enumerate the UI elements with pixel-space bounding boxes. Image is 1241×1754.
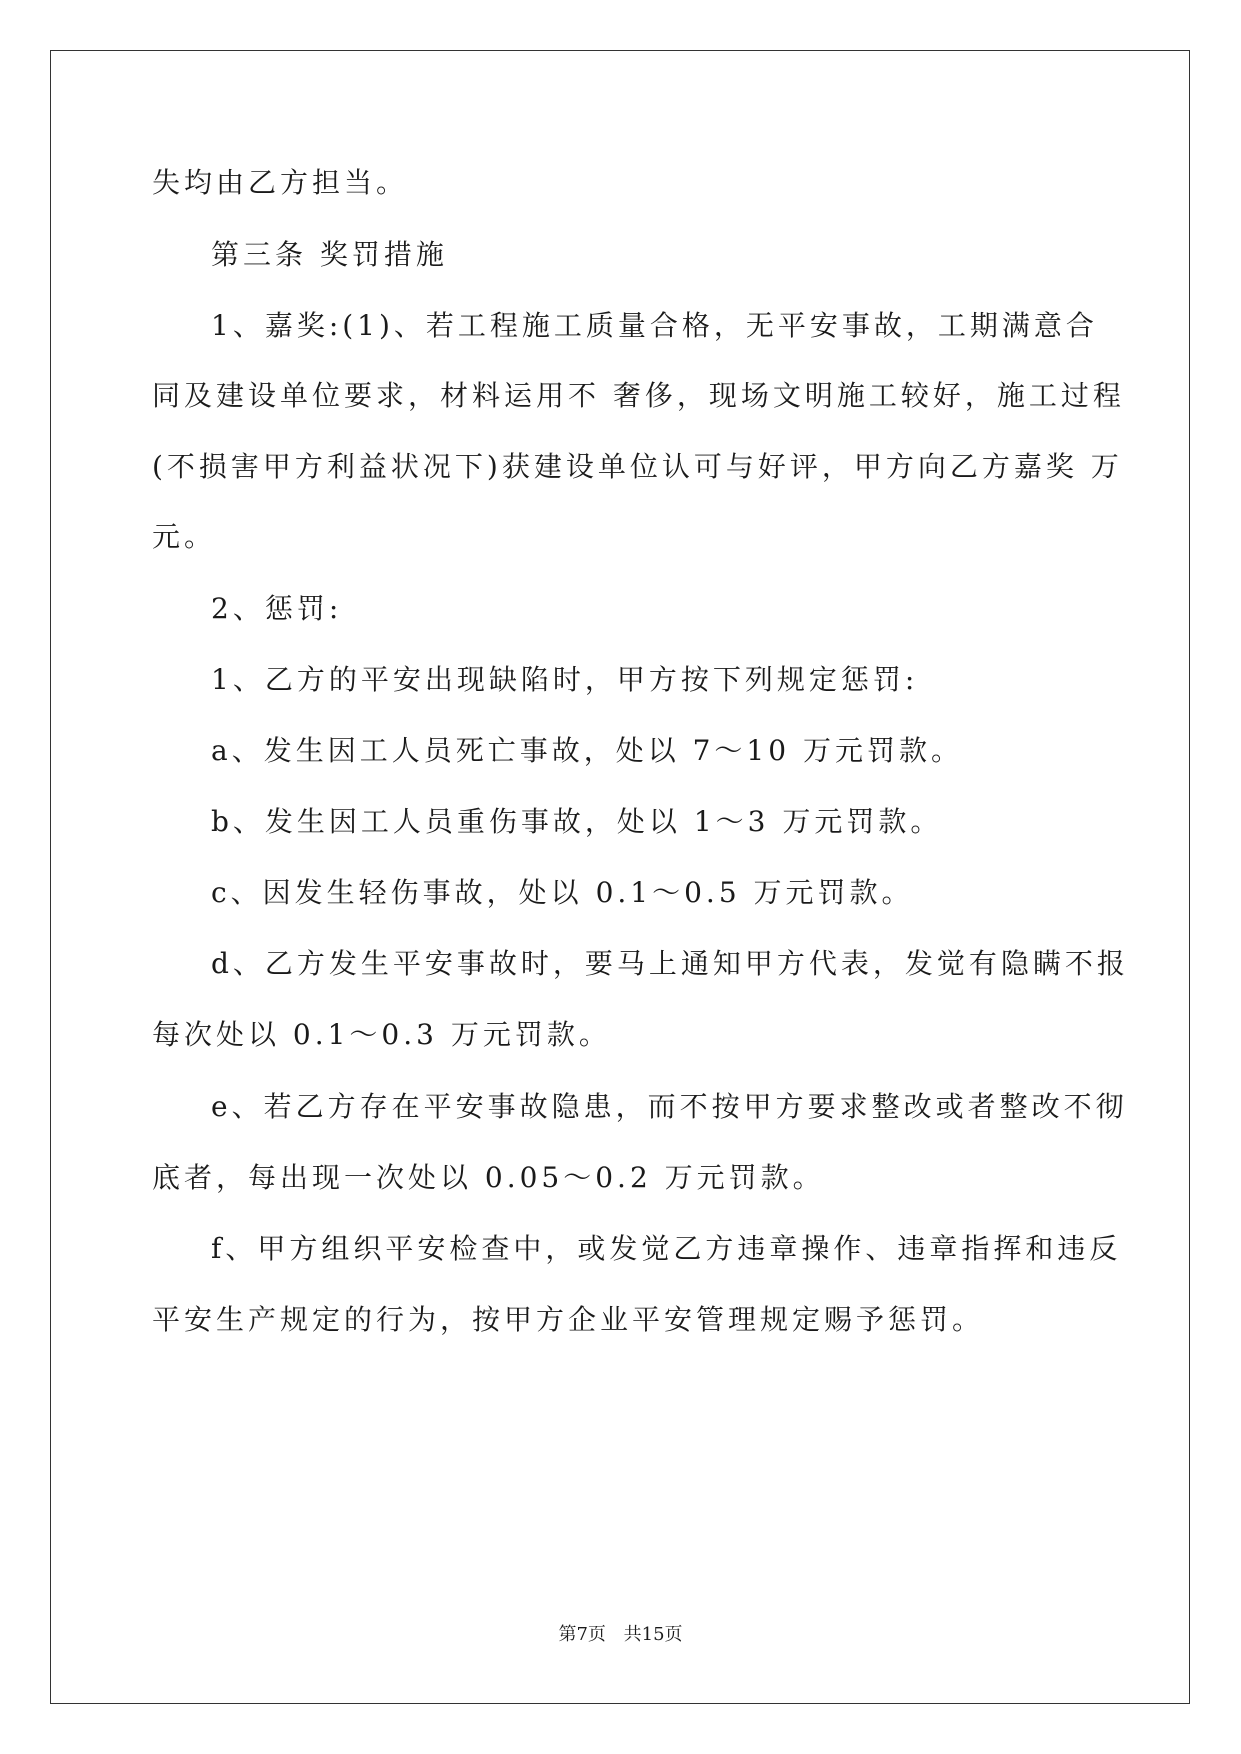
paragraph-line: 元。 — [152, 520, 217, 553]
page-footer — [0, 1620, 1241, 1646]
paragraph-line: 2、惩罚: — [211, 592, 343, 625]
paragraph-line: d、乙方发生平安事故时，要马上通知甲方代表，发觉有隐瞒不报 — [211, 947, 1129, 980]
paragraph-line: 失均由乙方担当。 — [152, 166, 409, 199]
paragraph-line: a、发生因工人员死亡事故，处以 7～10 万元罚款。 — [211, 734, 963, 767]
paragraph-line: 底者，每出现一次处以 0.05～0.2 万元罚款。 — [152, 1161, 825, 1194]
page-number: 第7页 — [558, 1624, 606, 1645]
paragraph-line: c、因发生轻伤事故，处以 0.1～0.5 万元罚款。 — [211, 876, 914, 909]
paragraph-line: 平安生产规定的行为，按甲方企业平安管理规定赐予惩罚。 — [152, 1303, 985, 1336]
paragraph-line: 1、嘉奖:(1)、若工程施工质量合格，无平安事故，工期满意合 — [211, 309, 1098, 342]
paragraph-line: 每次处以 0.1～0.3 万元罚款。 — [152, 1018, 611, 1051]
page-total: 共15页 — [623, 1624, 683, 1645]
section-heading: 第三条 奖罚措施 — [211, 238, 448, 271]
paragraph-line: b、发生因工人员重伤事故，处以 1～3 万元罚款。 — [211, 805, 943, 838]
paragraph-line: f、甲方组织平安检查中，或发觉乙方违章操作、违章指挥和违反 — [211, 1232, 1122, 1265]
paragraph-line: 同及建设单位要求，材料运用不 奢侈，现场文明施工较好，施工过程 — [152, 379, 1125, 412]
paragraph-line: 1、乙方的平安出现缺陷时，甲方按下列规定惩罚: — [211, 663, 919, 696]
paragraph-line: e、若乙方存在平安事故隐患，而不按甲方要求整改或者整改不彻 — [211, 1090, 1128, 1123]
paragraph-line: (不损害甲方利益状况下)获建设单位认可与好评，甲方向乙方嘉奖 万 — [152, 450, 1123, 483]
